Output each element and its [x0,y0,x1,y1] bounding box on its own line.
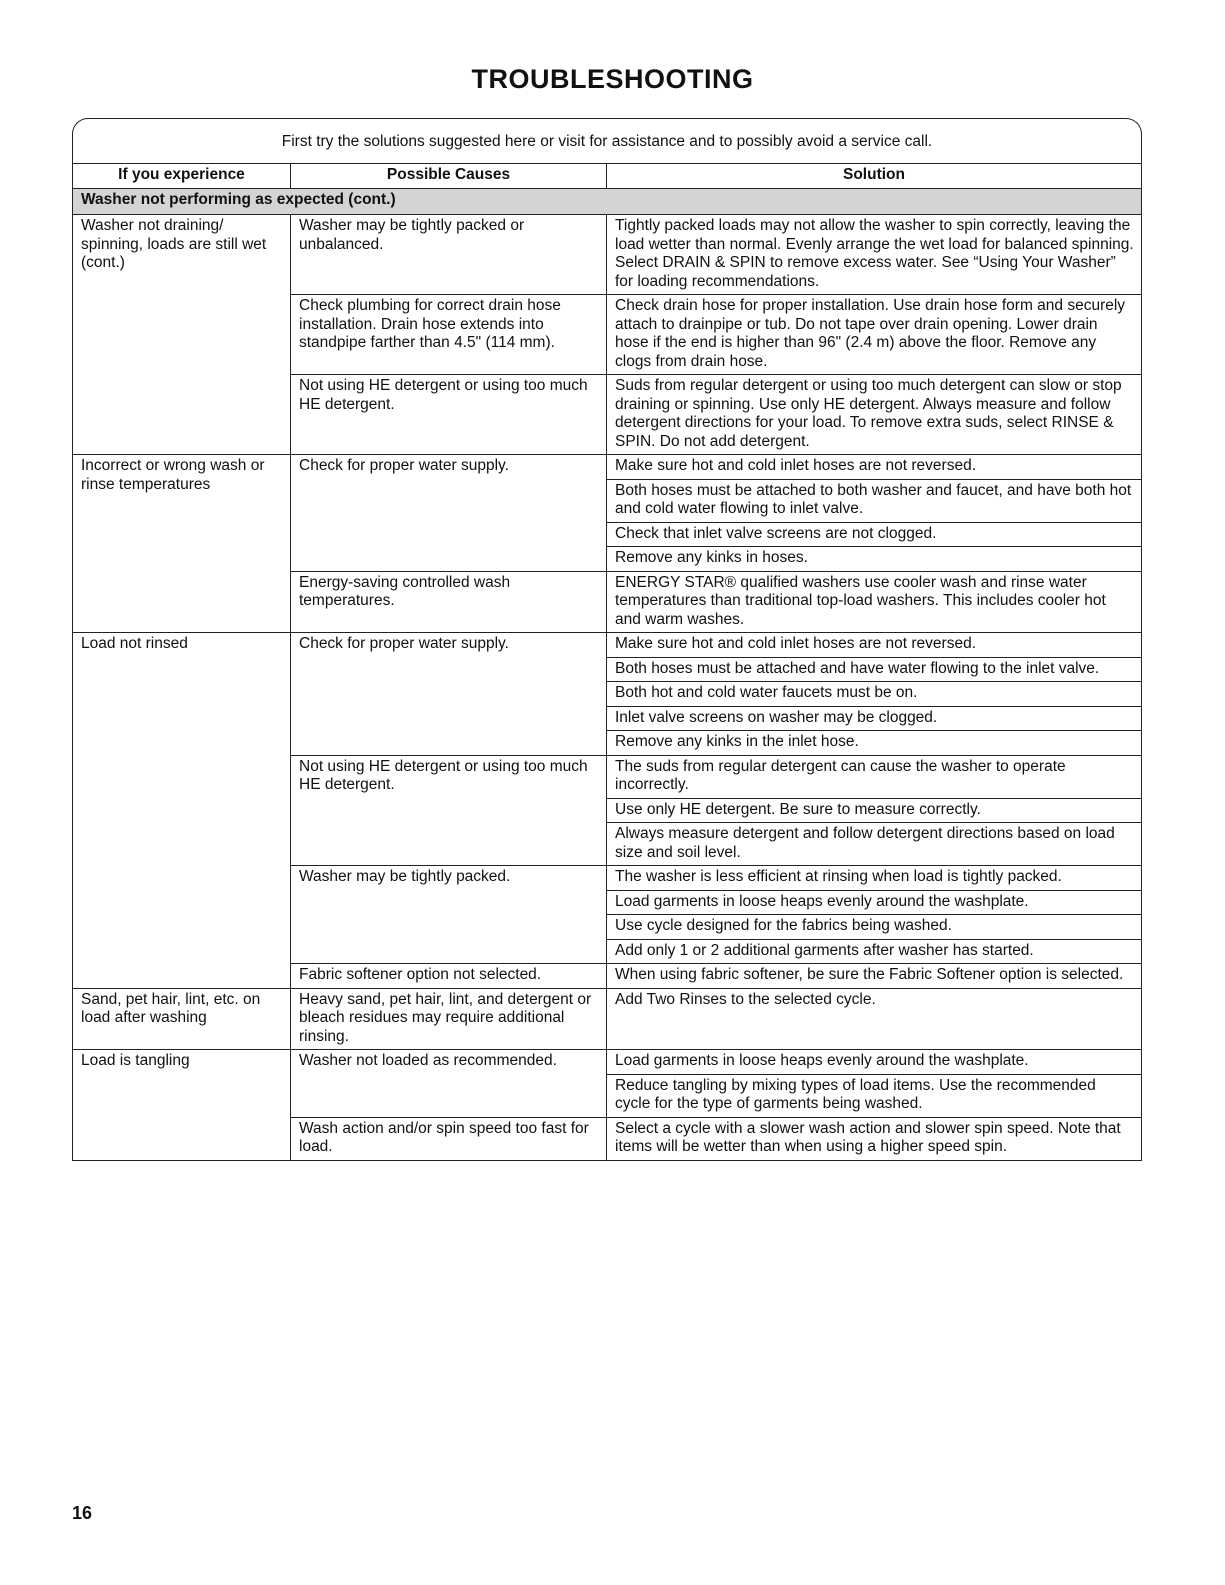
cause-cell: Not using HE detergent or using too much HE detergent. [291,375,607,455]
header-causes: Possible Causes [291,164,607,189]
section-row [73,189,1142,215]
solution-cell: Check drain hose for proper installation. Use drain hose form and securely attach to drainpipe or tub. Do not tape over drain opening. Lower drain hose if the end is higher than 96" (2.4 m) above the floor. Remove any clogs from drain hose. [607,295,1142,375]
solution-cell: Remove any kinks in the inlet hose. [607,731,1142,756]
solution-cell: Add Two Rinses to the selected cycle. [607,988,1142,1050]
cause-cell: Washer may be tightly packed or unbalanced. [291,215,607,295]
table-row [73,455,1142,480]
cause-cell: Wash action and/or spin speed too fast for load. [291,1117,607,1160]
solution-cell: Both hoses must be attached to both washer and faucet, and have both hot and cold water flowing to inlet valve. [607,479,1142,522]
solution-cell: Load garments in loose heaps evenly around the washplate. [607,1050,1142,1075]
table-row [73,1050,1142,1075]
problem-cell: Washer not draining/ spinning, loads are still wet (cont.) [73,215,291,455]
solution-cell: When using fabric softener, be sure the Fabric Softener option is selected. [607,964,1142,989]
solution-cell: Make sure hot and cold inlet hoses are not reversed. [607,455,1142,480]
header-solution: Solution [607,164,1142,189]
solution-cell: The washer is less efficient at rinsing when load is tightly packed. [607,866,1142,891]
section-title: Washer not performing as expected (cont.) [73,189,1142,215]
page-number: 16 [72,1503,93,1523]
cause-cell: Washer may be tightly packed. [291,866,607,964]
page-title: TROUBLESHOOTING [471,64,754,94]
cause-cell: Heavy sand, pet hair, lint, and detergent or bleach residues may require additional rinsing. [291,988,607,1050]
table-row [73,988,1142,1050]
cause-cell: Washer not loaded as recommended. [291,1050,607,1118]
solution-cell: Use cycle designed for the fabrics being washed. [607,915,1142,940]
problem-cell: Sand, pet hair, lint, etc. on load after washing [73,988,291,1050]
cause-cell: Energy-saving controlled wash temperatures. [291,571,607,633]
cause-cell: Not using HE detergent or using too much HE detergent. [291,755,607,866]
cause-cell: Check for proper water supply. [291,633,607,756]
intro-text: First try the solutions suggested here or visit for assistance and to possibly avoid a service call. [281,133,933,150]
solution-cell: Tightly packed loads may not allow the washer to spin correctly, leaving the load wetter than normal. Evenly arrange the wet load for balanced spinning. Select DRAIN & SPIN to remove excess water. See “Using Your Washer” for loading recommendations. [607,215,1142,295]
troubleshooting-table [72,163,1142,1161]
table-row [73,633,1142,658]
solution-cell: Select a cycle with a slower wash action and slower spin speed. Note that items will be wetter than when using a higher speed spin. [607,1117,1142,1160]
table-body [73,189,1142,1161]
solution-cell: ENERGY STAR® qualified washers use cooler wash and rinse water temperatures than traditional top-load washers. This includes cooler hot and warm washes. [607,571,1142,633]
problem-cell: Load is tangling [73,1050,291,1161]
problem-cell: Load not rinsed [73,633,291,989]
solution-cell: The suds from regular detergent can cause the washer to operate incorrectly. [607,755,1142,798]
solution-cell: Both hot and cold water faucets must be on. [607,682,1142,707]
solution-cell: Load garments in loose heaps evenly around the washplate. [607,890,1142,915]
cause-cell: Check for proper water supply. [291,455,607,572]
header-experience: If you experience [73,164,291,189]
table-header-row [73,164,1142,189]
solution-cell: Both hoses must be attached and have water flowing to the inlet valve. [607,657,1142,682]
cause-cell: Check plumbing for correct drain hose installation. Drain hose extends into standpipe farther than 4.5" (114 mm). [291,295,607,375]
solution-cell: Use only HE detergent. Be sure to measure correctly. [607,798,1142,823]
table-row [73,215,1142,295]
solution-cell: Make sure hot and cold inlet hoses are not reversed. [607,633,1142,658]
solution-cell: Remove any kinks in hoses. [607,547,1142,572]
solution-cell: Check that inlet valve screens are not clogged. [607,522,1142,547]
problem-cell: Incorrect or wrong wash or rinse temperatures [73,455,291,633]
cause-cell: Fabric softener option not selected. [291,964,607,989]
solution-cell: Inlet valve screens on washer may be clogged. [607,706,1142,731]
solution-cell: Reduce tangling by mixing types of load items. Use the recommended cycle for the type of garments being washed. [607,1074,1142,1117]
solution-cell: Suds from regular detergent or using too much detergent can slow or stop draining or spinning. Use only HE detergent. Always measure and follow detergent directions for your load. To remove extra suds, select RINSE & SPIN. Do not add detergent. [607,375,1142,455]
solution-cell: Always measure detergent and follow detergent directions based on load size and soil level. [607,823,1142,866]
solution-cell: Add only 1 or 2 additional garments after washer has started. [607,939,1142,964]
